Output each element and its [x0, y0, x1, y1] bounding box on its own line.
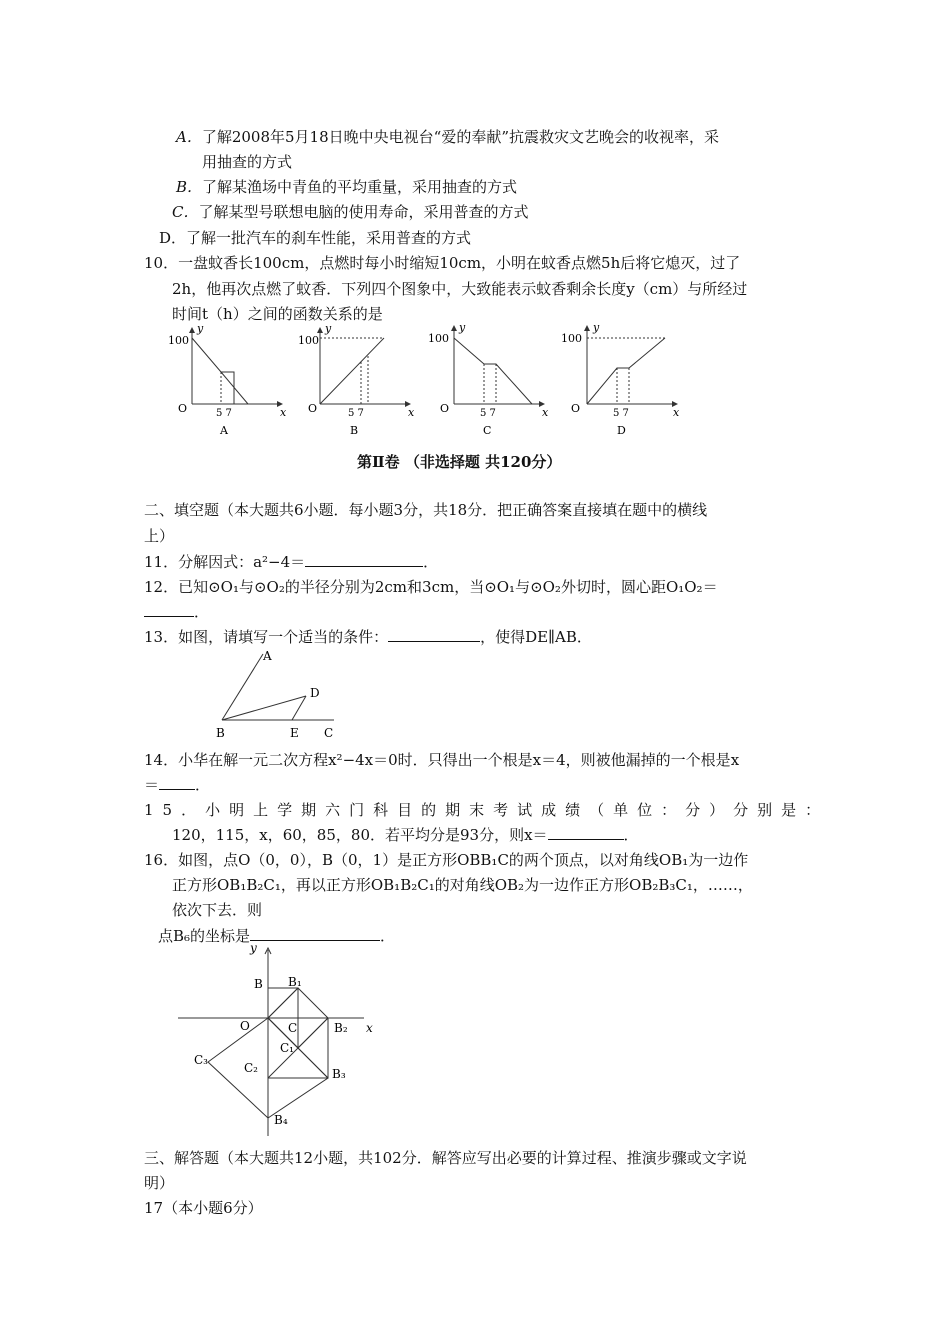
q16-label-o: O — [240, 1019, 250, 1033]
section2-intro-1: 二、填空题（本大题共6小题．每小题3分，共18分．把正确答案直接填在题中的横线 — [144, 501, 708, 519]
graph-d-xlabel: x — [673, 406, 680, 419]
q13-label-b: B — [216, 726, 225, 740]
q16-label-x: x — [366, 1021, 373, 1035]
q9-d-label: D． — [159, 229, 187, 247]
q13-label-c: C — [324, 726, 334, 740]
q9-option-a — [176, 127, 719, 147]
section3-intro-2: 明） — [144, 1174, 175, 1192]
q14-text2-post: ． — [195, 776, 211, 794]
graph-a-ticks: 5 7 — [216, 408, 232, 419]
graph-b-caption: B — [350, 424, 359, 437]
q12-text-post: ． — [194, 603, 210, 621]
graph-d-y100: 100 — [561, 332, 582, 345]
graph-c-xlabel: x — [542, 406, 549, 419]
q13-text-post: ，使得DE∥AB． — [480, 628, 592, 646]
q14-answer-blank[interactable] — [159, 775, 195, 790]
q10-line1 — [144, 253, 740, 273]
graph-a-origin: O — [178, 402, 188, 415]
q9-b-text: 了解某渔场中青鱼的平均重量，采用抽查的方式 — [202, 178, 518, 196]
q14-num: 14． — [144, 751, 179, 769]
q16-text1: 如图，点O（0，0），B（0，1）是正方形OBB₁C的两个顶点，以对角线OB₁为一边作 — [178, 851, 749, 869]
q9-b-label: B． — [176, 178, 203, 196]
q16-label-b: B — [254, 977, 263, 991]
q12-line2 — [144, 602, 209, 622]
q13-figure — [210, 644, 350, 742]
q16-num: 16． — [144, 851, 179, 869]
q16-label-c1: C₁ — [280, 1041, 294, 1055]
q16-answer-blank[interactable] — [250, 926, 380, 941]
q16-label-c3: C₃ — [194, 1053, 208, 1067]
section3-intro-1: 三、解答题（本大题共12小题，共102分．解答应写出必要的计算过程、推演步骤或文字说 — [144, 1149, 747, 1167]
q16-figure — [176, 940, 376, 1140]
q13-label-e: E — [290, 726, 299, 740]
q12-answer-blank[interactable] — [144, 602, 194, 617]
q15-text2-pre: 120，115，x，60，85，80．若平均分是93分，则x＝ — [172, 826, 548, 844]
q9-a-text-cont: 用抽查的方式 — [202, 153, 293, 171]
q11 — [144, 552, 438, 572]
q10-graphs — [160, 322, 700, 440]
q12-line1 — [144, 577, 718, 597]
graph-b-origin: O — [308, 402, 318, 415]
q16-line2: 正方形OB₁B₂C₁，再以正方形OB₁B₂C₁的对角线OB₂为一边作正方形OB₂B₃C₁，……， — [172, 876, 753, 894]
q16-text4-post: ． — [380, 927, 396, 945]
q10-text1: 一盘蚊香长100cm，点燃时每小时缩短10cm，小明在蚊香点燃5h后将它熄灭，过了 — [178, 254, 741, 272]
q9-option-b — [176, 177, 517, 197]
graph-b-ylabel: y — [325, 322, 332, 335]
q12-text: 已知⊙O₁与⊙O₂的半径分别为2cm和3cm，当⊙O₁与⊙O₂外切时，圆心距O₁O₂＝ — [178, 578, 718, 596]
q13-text-pre: 如图，请填写一个适当的条件： — [178, 628, 389, 646]
q16-line3: 依次下去．则 — [172, 901, 263, 919]
q15-text: 小明上学期六门科目的期末考试成绩（单位：分）分别是： — [205, 801, 830, 819]
q14-line2 — [144, 775, 210, 795]
graph-c-y100: 100 — [428, 332, 449, 345]
graph-a-y100: 100 — [168, 334, 189, 347]
q16-label-c2: C₂ — [244, 1061, 258, 1075]
graph-a — [168, 322, 287, 437]
q15-answer-blank[interactable] — [548, 825, 624, 840]
graph-c-ticks: 5 7 — [480, 408, 496, 419]
q15-line1 — [144, 800, 829, 820]
q15-line2 — [172, 825, 639, 845]
q16-label-y: y — [250, 941, 257, 955]
q9-a-text: 了解2008年5月18日晚中央电视台“爱的奉献”抗震救灾文艺晚会的收视率，采 — [201, 128, 719, 146]
q13-num: 13． — [144, 628, 179, 646]
q16-label-b2: B₂ — [334, 1021, 348, 1035]
q11-answer-blank[interactable] — [305, 552, 423, 567]
q16-label-c: C — [288, 1021, 298, 1035]
graph-d-origin: O — [571, 402, 581, 415]
q16-label-b4: B₄ — [274, 1113, 288, 1127]
q13-answer-blank[interactable] — [388, 627, 480, 642]
graph-a-caption: A — [220, 424, 228, 437]
graph-a-ylabel: y — [197, 322, 204, 335]
q16-line1 — [144, 850, 748, 870]
graph-b-ticks: 5 7 — [348, 408, 364, 419]
q9-option-d — [159, 228, 471, 248]
q12-num: 12． — [144, 578, 179, 596]
graph-c-origin: O — [440, 402, 450, 415]
q11-text-post: ． — [423, 553, 439, 571]
q14-line1 — [144, 750, 739, 770]
q11-num: 11． — [144, 553, 179, 571]
q16-text4-pre: 点B₆的坐标是 — [158, 927, 251, 945]
q16-label-b3: B₃ — [332, 1067, 346, 1081]
q10-line3: 时间t（h）之间的函数关系的是 — [172, 305, 383, 323]
q13-label-a: A — [263, 649, 272, 663]
q9-a-label: A． — [176, 128, 202, 146]
graph-d-ticks: 5 7 — [613, 408, 629, 419]
q10-num: 10． — [144, 254, 179, 272]
graph-c — [428, 322, 549, 437]
q11-text: 分解因式：a²−4＝ — [178, 553, 306, 571]
graph-b-xlabel: x — [408, 406, 415, 419]
q9-option-c — [172, 202, 529, 222]
graph-c-caption: C — [483, 424, 492, 437]
q13-label-d: D — [310, 686, 320, 700]
q9-c-label: C． — [172, 203, 199, 221]
graph-d-ylabel: y — [593, 322, 600, 334]
section2-intro-2: 上） — [144, 527, 175, 545]
graph-b — [298, 322, 415, 437]
q16-label-b1: B₁ — [288, 975, 302, 989]
q17-title: 17（本小题6分） — [144, 1199, 263, 1217]
q14-text2-pre: ＝ — [144, 776, 160, 794]
graph-c-ylabel: y — [459, 322, 466, 334]
q15-num: 15． — [144, 801, 206, 819]
graph-d-caption: D — [617, 424, 626, 437]
section2-title: 第Ⅱ卷 （非选择题 共120分） — [357, 453, 562, 471]
q10-line2: 2h，他再次点燃了蚊香．下列四个图象中，大致能表示蚊香剩余长度y（cm）与所经过 — [172, 280, 748, 298]
q14-text: 小华在解一元二次方程x²−4x＝0时．只得出一个根是x＝4，则被他漏掉的一个根是x — [178, 751, 740, 769]
q9-c-text: 了解某型号联想电脑的使用寿命，采用普查的方式 — [198, 203, 529, 221]
graph-b-y100: 100 — [298, 334, 319, 347]
q9-d-text: 了解一批汽车的刹车性能，采用普查的方式 — [186, 229, 472, 247]
q15-text2-post: ． — [623, 826, 639, 844]
graph-d — [561, 322, 680, 437]
graph-a-xlabel: x — [280, 406, 287, 419]
